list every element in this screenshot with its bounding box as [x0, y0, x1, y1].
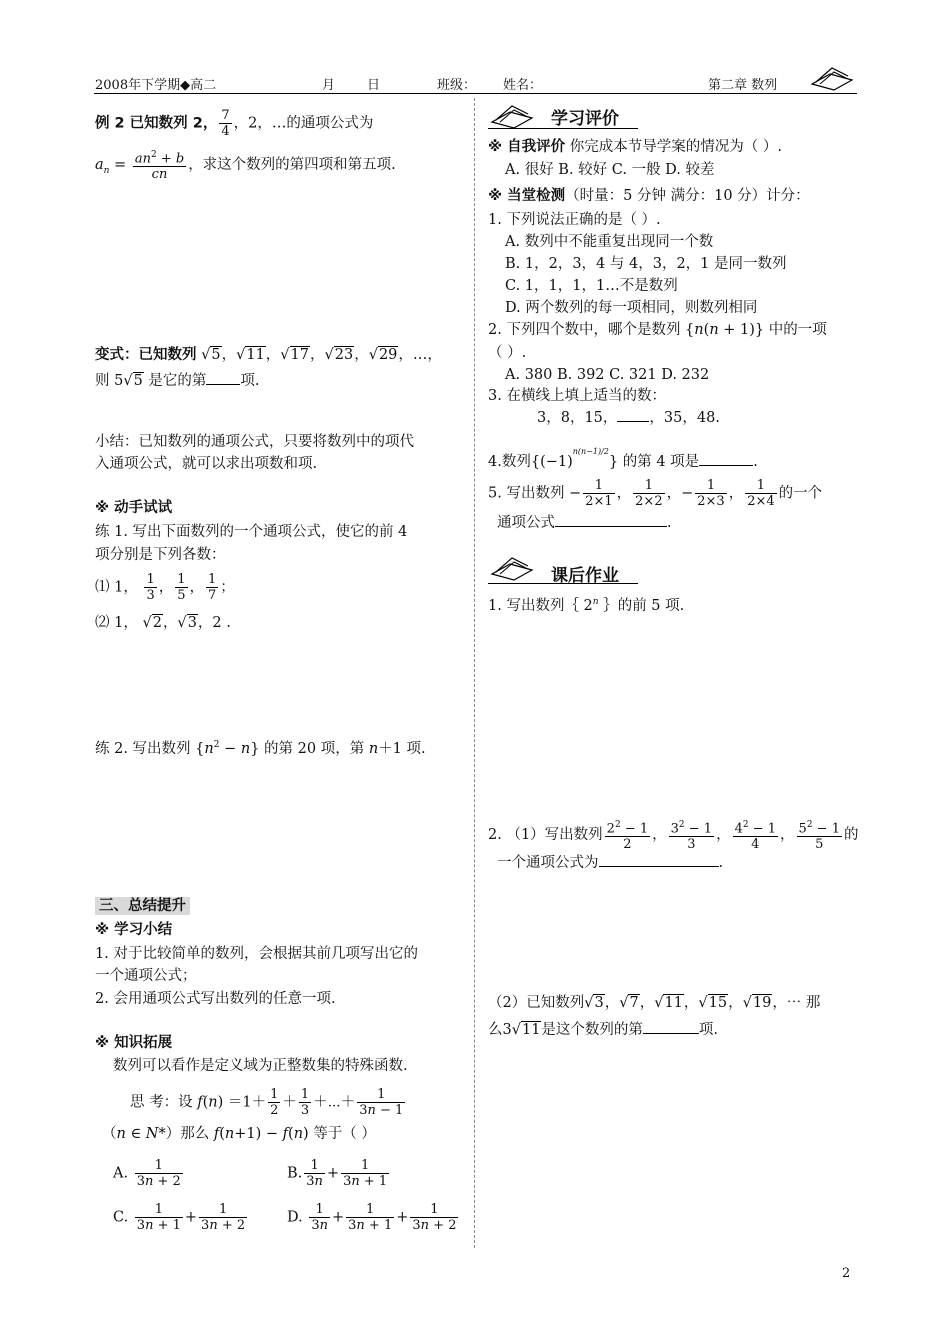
- practice-2: 练 2. 写出数列 $\{n^2 - n\}$ 的第 20 项，第 n＋1 项.: [95, 740, 426, 757]
- option-a: A. $\frac{1}{3n + 2}$: [113, 1158, 181, 1189]
- header-name-label: 姓名：: [503, 78, 543, 93]
- q3-sequence: 3，8，15， ，35，48.: [537, 410, 720, 426]
- q5-answer: 通项公式 .: [497, 515, 672, 531]
- hw-2-answer: 一个通项公式为 .: [497, 855, 724, 871]
- think-question: （n ∈ N*）那么 f(n+1) − f(n) 等于（ ）: [102, 1126, 376, 1142]
- header-day: 日: [367, 78, 381, 93]
- learn-1: 1. 对于比较简单的数列，会根据其前几项写出它的: [95, 946, 418, 962]
- think-formula: 思 考：设 f(n) ＝1＋ $\frac{1}{2}$ ＋ $\frac{1}{3}$ ＋⋯＋ $\frac{1}{3n - 1}$: [130, 1087, 404, 1118]
- q1-b: B. 1，2，3，4 与 4，3，2，1 是同一数列: [505, 256, 787, 272]
- learn-3: 2. 会用通项公式写出数列的任意一项.: [95, 991, 336, 1007]
- extension-title: ※ 知识拓展: [95, 1035, 173, 1051]
- practice-1a: 练 1. 写出下面数列的一个通项公式，使它的前 4: [95, 524, 408, 540]
- hw-3-b: 么3√11是这个数列的第 项.: [488, 1022, 719, 1038]
- summary-1: 小结：已知数列的通项公式，只要将数列中的项代: [95, 434, 414, 450]
- header-chapter: 第二章 数列: [708, 78, 778, 93]
- book-icon: [488, 552, 538, 582]
- section-3-title: 三、总结提升: [95, 896, 190, 916]
- self-eval: ※ 自我评价 你完成本节导学案的情况为（ ）.: [488, 139, 782, 155]
- learn-summary-title: ※ 学习小结: [95, 922, 173, 938]
- evaluation-underline: [488, 128, 638, 129]
- option-d: D. $\frac{1}{3n}$ + $\frac{1}{3n + 1}$ + $\frac{1}{3n + 2}$: [287, 1202, 457, 1233]
- hw-3: （2）已知数列√3，√7，√11，√15，√19，⋯ 那: [488, 995, 821, 1011]
- example-2: 例 2 已知数列 2， $\frac{7}{4}$ ，2，…的通项公式为: [95, 108, 374, 139]
- hw-1: 1. 写出数列｛ 2$^n$ ｝的前 5 项.: [488, 597, 685, 614]
- option-b: B. $\frac{1}{3n}$ + $\frac{1}{3n + 1}$: [287, 1158, 388, 1189]
- q2-options: A. 380 B. 392 C. 321 D. 232: [505, 367, 710, 383]
- column-divider: [474, 98, 475, 1248]
- check: ※ 当堂检测（时量：5 分钟 满分：10 分）计分：: [488, 188, 810, 204]
- practice-1b: 项分别是下列各数：: [95, 547, 226, 563]
- evaluation-title: 学习评价: [551, 109, 619, 129]
- q1-a: A. 数列中不能重复出现同一个数: [505, 234, 714, 250]
- q1: 1. 下列说法正确的是（ ）.: [488, 212, 661, 228]
- page-number: 2: [842, 1266, 851, 1281]
- homework-title: 课后作业: [551, 566, 619, 586]
- practice-1-item1: ⑴ 1， $\frac{1}{3}$ ， $\frac{1}{5}$ ， $\frac{1}{7}$ ；: [95, 572, 235, 603]
- example-2-formula: $a_n$ = $\frac{an^2 + b}{cn}$ ，求这个数列的第四项和第五项.: [95, 150, 396, 183]
- homework-underline: [488, 583, 638, 584]
- q4: 4.数列$\{(-1)^{n(n-1)/2}\}$ 的第 4 项是 .: [488, 447, 758, 470]
- q2: 2. 下列四个数中，哪个是数列 {n(n + 1)} 中的一项: [488, 322, 827, 338]
- extension-1: 数列可以看作是定义域为正整数集的特殊函数.: [113, 1058, 408, 1074]
- practice-1-item2: ⑵ 1， √2，√3，2 .: [95, 615, 231, 631]
- variant-problem: 变式：已知数列 √5，√11，√17，√23，√29，…，: [95, 347, 442, 363]
- header-class-label: 班级：: [437, 78, 477, 93]
- learn-2: 一个通项公式；: [95, 968, 197, 984]
- self-eval-options: A. 很好 B. 较好 C. 一般 D. 较差: [505, 162, 715, 178]
- hw-2: 2. （1）写出数列 $\frac{2^2 - 1}{2}$ ， $\frac{3^2 - 1}{3}$ ， $\frac{4^2 - 1}{4}$ ， $\frac{5^2 - 1}{5}$ 的: [488, 820, 859, 853]
- header-term: 2008年下学期◆高二: [95, 78, 217, 93]
- q1-d: D. 两个数列的每一项相同，则数列相同: [505, 300, 758, 316]
- q1-c: C. 1，1，1，1…不是数列: [505, 278, 678, 294]
- book-icon: [808, 62, 856, 92]
- q3: 3. 在横线上填上适当的数：: [488, 388, 666, 404]
- q5: 5. 写出数列 − $\frac{1}{2\times 1}$ ， $\frac{1}{2\times 2}$ ，− $\frac{1}{2\times 3}$ ， $\frac{1}{2\times 4}$ 的一个: [488, 478, 823, 509]
- header-month: 月: [322, 78, 336, 93]
- header-rule: [94, 93, 857, 94]
- summary-2: 入通项公式，就可以求出项数和项.: [95, 456, 318, 472]
- try-title: ※ 动手试试: [95, 500, 173, 516]
- book-icon: [488, 100, 538, 130]
- variant-problem-2: 则 5√5 是它的第 项.: [95, 373, 260, 389]
- q2-paren: （ ）.: [488, 345, 527, 361]
- option-c: C. $\frac{1}{3n + 1}$ + $\frac{1}{3n + 2}$: [113, 1202, 246, 1233]
